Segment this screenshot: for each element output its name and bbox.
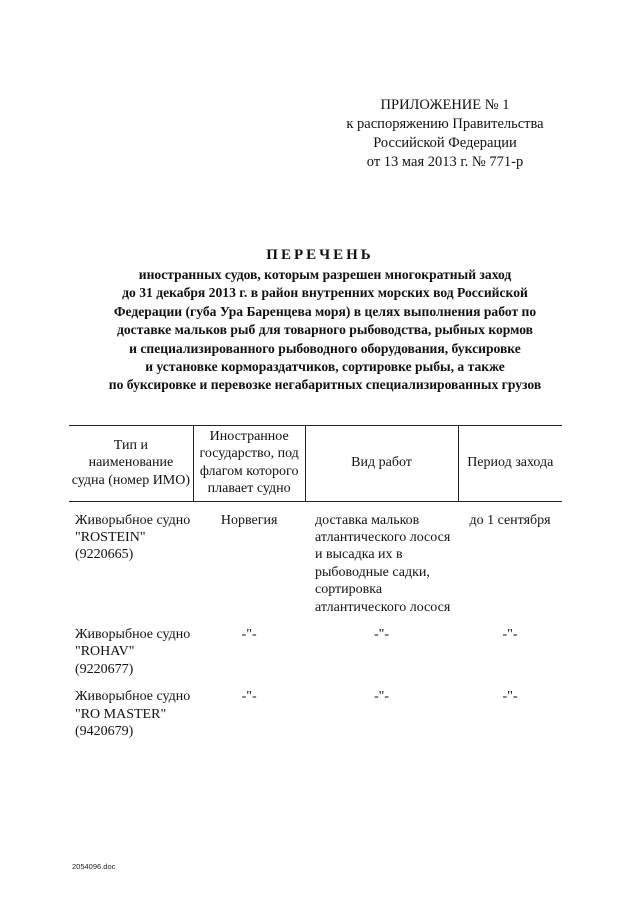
document-subtitle <box>60 266 590 395</box>
file-name-footer: 2054096.doc <box>72 862 116 871</box>
cell-state: -"- <box>241 689 257 705</box>
subtitle-line: доставке мальков рыб для товарного рыбоводства, рыбных кормов <box>116 322 534 338</box>
ships-table <box>69 425 562 751</box>
cell-work: -"- <box>374 689 390 705</box>
header-period: Период захода <box>458 426 562 502</box>
appendix-authority: Российской Федерации <box>373 135 517 151</box>
subtitle-line: по буксировке и перевозке негабаритных специализированных грузов <box>108 377 542 393</box>
appendix-order-ref: к распоряжению Правительства <box>346 116 544 132</box>
table-row <box>69 688 562 750</box>
cell-ship: Живорыбное судно "ROHAV" (9220677) <box>75 627 191 677</box>
table-row <box>69 501 562 626</box>
table-header-row <box>69 426 562 502</box>
header-work: Вид работ <box>305 426 458 502</box>
appendix-number: ПРИЛОЖЕНИЕ № 1 <box>380 97 510 113</box>
subtitle-line: и установке кормораздатчиков, сортировке рыбы, а также <box>145 359 505 375</box>
cell-work: -"- <box>374 627 390 643</box>
header-ship: Тип и наименование судна (номер ИМО) <box>69 426 193 502</box>
cell-period: -"- <box>502 627 518 643</box>
table-row <box>69 626 562 688</box>
document-title: ПЕРЕЧЕНЬ <box>266 247 374 263</box>
appendix-block <box>330 96 560 172</box>
subtitle-line: Федерации (губа Ура Баренцева моря) в целях выполнения работ по <box>113 303 537 319</box>
cell-period: до 1 сентября <box>469 512 551 528</box>
subtitle-line: до 31 декабря 2013 г. в район внутренних морских вод Российской <box>122 285 528 301</box>
cell-ship: Живорыбное судно "ROSTEIN" (9220665) <box>75 512 191 563</box>
cell-work: доставка мальков атлантического лосося и высадка их в рыбоводные садки, сортировка атлантического лосося <box>315 512 451 615</box>
appendix-date: от 13 мая 2013 г. № 771-р <box>366 154 524 170</box>
header-state: Иностранное государство, под флагом которого плавает судно <box>193 426 305 502</box>
cell-state: Норвегия <box>220 512 278 528</box>
subtitle-line: иностранных судов, которым разрешен многократный заход <box>138 267 512 282</box>
cell-ship: Живорыбное судно "RO MASTER" (9420679) <box>75 689 191 740</box>
cell-state: -"- <box>241 627 257 643</box>
subtitle-line: и специализированного рыбоводного оборудования, буксировке <box>129 340 521 356</box>
cell-period: -"- <box>502 689 518 705</box>
